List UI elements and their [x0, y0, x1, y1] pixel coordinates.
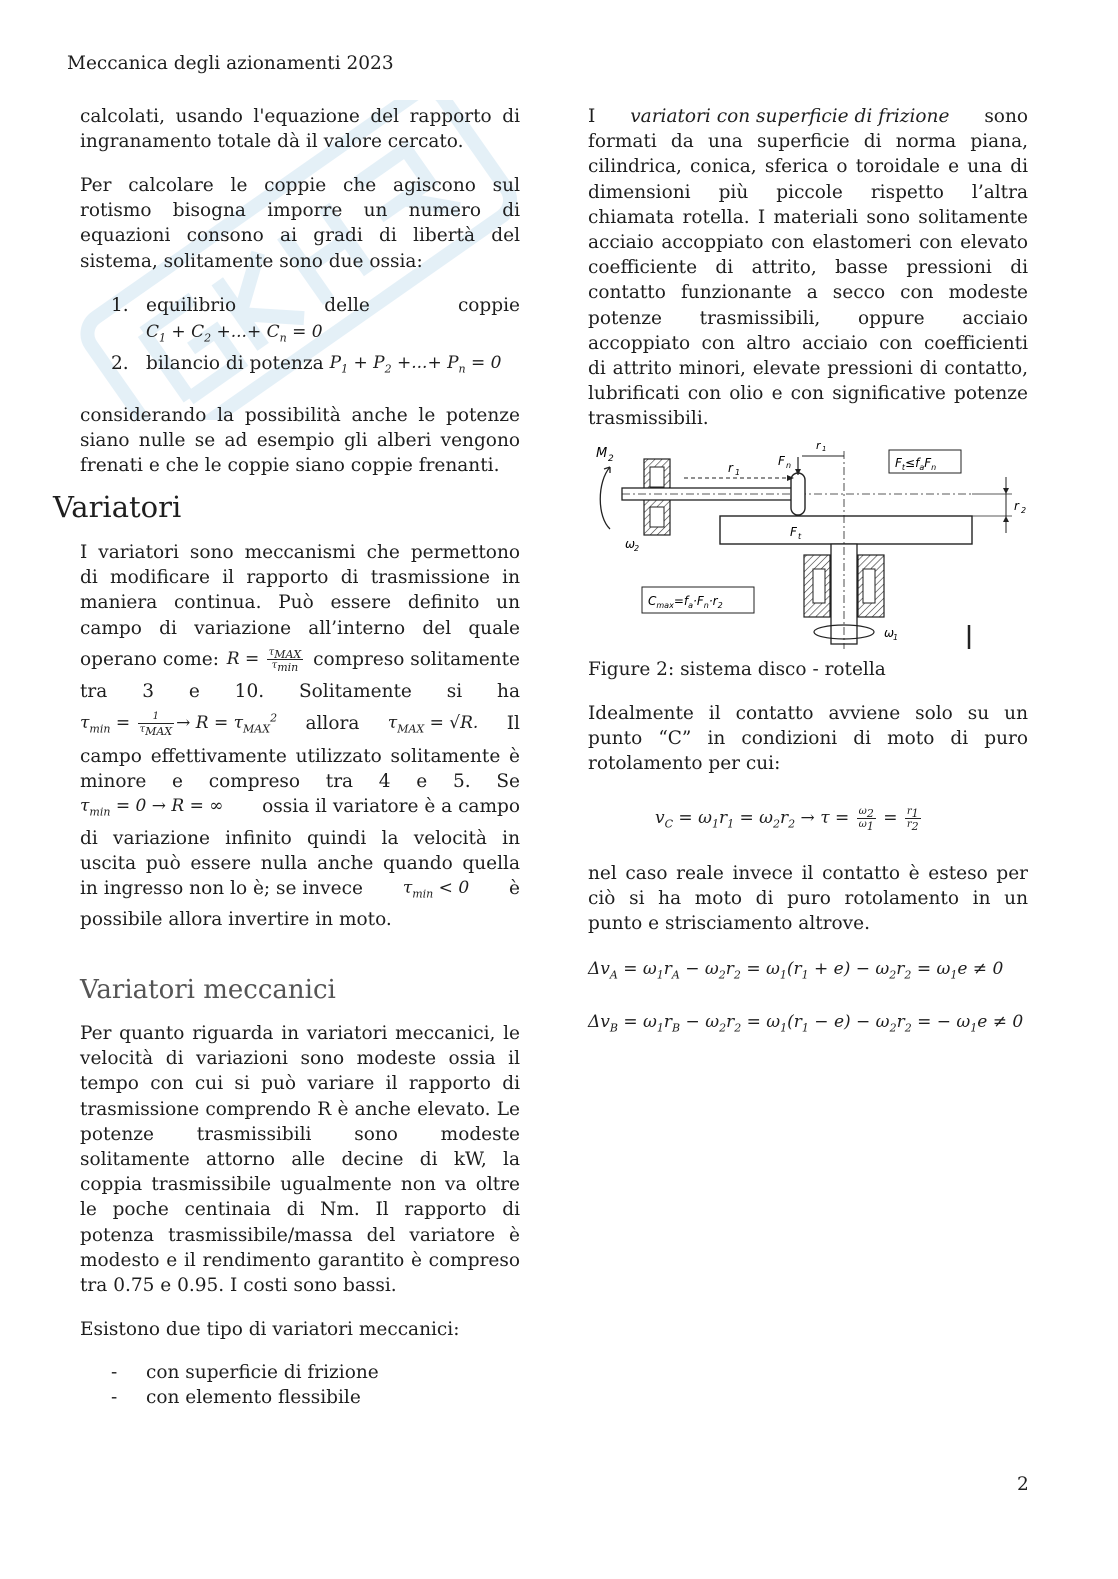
equation-campo: R = $\frac{\tau_{MAX}}{\tau_{min}}$	[226, 647, 302, 675]
equation-coppie: $C_1 + C_2$ +...+ $C_n = 0$	[146, 322, 323, 345]
equation-rotolamento: $v_C = \omega_1r_1 = \omega_2r_2 \to \tau$ = $\frac{\omega_2}{\omega_1}$ = $\frac{r_1}{r_2}$	[655, 806, 919, 833]
label-m2: M	[596, 446, 608, 461]
paragraph-frizione: I variatori con superficie di frizione sono formati da una superficie di norma piana, cilindrica, conica, sferica o toroidale e una di dimensioni più piccole rispetto l’altra chiamata rotella. I materiali sono solitamente acciaio accoppiato con elastomeri con elevato coefficiente di attrito, basse pressioni di contatto funzionante a secco con modeste potenze trasmissibili, oppure acciaio accoppiato con altro acciaio con coefficienti di attrito minori, elevate pressioni di contatto, lubrificati con olio e con significative potenze trasmissibili.	[588, 106, 1028, 430]
figure-caption: Figure 2: sistema disco - rotella	[588, 659, 886, 680]
svg-text:n: n	[786, 461, 792, 470]
paragraph-caso-reale: nel caso reale invece il contatto è esteso per ciò si ha moto di puro rotolamento in un punto e strisciamento altrove.	[588, 863, 1028, 935]
bullet-list	[111, 1360, 379, 1410]
label-w2: ω	[625, 537, 636, 551]
svg-text:2: 2	[608, 454, 614, 464]
label-w1: ω	[884, 626, 895, 640]
heading-variatori-meccanici: Variatori meccanici	[80, 975, 336, 1005]
svg-text:1: 1	[735, 468, 741, 477]
equation-tau-negative: $\tau_{min} < 0$	[402, 878, 470, 901]
label-r1: r	[728, 461, 733, 475]
paragraph-intro: calcolati, usando l'equazione del rapporto di ingranamento totale dà il valore cercato.	[80, 106, 520, 153]
disk	[720, 516, 972, 544]
equation-tau-max: $\tau_{MAX} = √R$.	[387, 713, 479, 736]
torque-arrow-m2	[600, 467, 610, 529]
svg-text:1: 1	[893, 633, 899, 642]
page-number: 2	[1017, 1474, 1029, 1495]
paragraph-potenze: considerando la possibilità anche le potenze siano nulle se ad esempio gli alberi vengono frenati e che le coppie siano coppie frenanti.	[80, 405, 520, 477]
label-fn: F	[778, 454, 785, 468]
svg-text:2: 2	[634, 544, 640, 553]
equation-tau-zero: $\tau_{min} = 0 \to R$ = ∞	[80, 796, 224, 819]
heading-variatori: Variatori	[53, 490, 182, 524]
paragraph-tipi: Esistono due tipo di variatori meccanici:	[80, 1319, 460, 1340]
svg-text:Cmax=fa·Fn·r2: $C_{max}=f_a\cdot F_n\cdot r_2$	[648, 594, 723, 610]
equation-potenza: $P_1 + P_2$ +...+ $P_n = 0$	[329, 353, 502, 376]
label-r-top: r	[816, 439, 821, 452]
svg-text:1: 1	[822, 445, 827, 453]
paragraph-meccanici: Per quanto riguarda in variatori meccanici, le velocità di variazioni sono modeste ossia il tempo con cui si può variare il rapporto di trasmissione comprendo R è anche elevato. Le potenze trasmissibili sono modeste solitamente attorno alle decine di kW, la coppia trasmissibile ugualmente non va oltre le poche centinaia di Nm. Il rapporto di potenza trasmissibile/massa del variatore è modesto e il rendimento garantito è compreso tra 0.75 e 0.95. I costi sono bassi.	[80, 1023, 520, 1297]
disk-roller-diagram	[592, 437, 1032, 653]
page-header: Meccanica degli azionamenti 2023	[67, 53, 394, 74]
paragraph-idealmente: Idealmente il contatto avviene solo su un punto “C” in condizioni di moto di puro rotolamento per cui:	[588, 703, 1028, 775]
label-r2: r	[1014, 499, 1019, 513]
equation-delta-va: $\Delta v_A = \omega_1r_A - \omega_2r_2 = \omega_1(r_1 + e) - \omega_2r_2 = \omega_1e \ne 0$	[588, 959, 1004, 982]
svg-text:t: t	[798, 532, 802, 541]
equation-delta-vb: $\Delta v_B = \omega_1r_B - \omega_2r_2 = \omega_1(r_1 - e) - \omega_2r_2$ = − $\omega_1e \ne 0$	[588, 1012, 1024, 1035]
svg-text:2: 2	[1021, 506, 1027, 515]
roller	[791, 473, 805, 515]
svg-text:Ft≤faFn: $F_t\le f_aF_n$	[895, 456, 937, 472]
numbered-list: 1. equilibrio delle coppie $C_1 + C_2$ +...+ $C_n = 0$ 2. bilancio di potenza $P_1 + P_2$ +...+ $P_n = 0$	[111, 295, 520, 376]
paragraph-coppie: Per calcolare le coppie che agiscono sul rotismo bisogna imporre un numero di equazioni consono ai gradi di libertà del sistema, solitamente sono due ossia:	[80, 175, 520, 272]
list-item: - con superficie di frizione	[111, 1362, 379, 1383]
label-ft: F	[790, 525, 797, 539]
equation-tau-min: $\tau_{min}$ = $\frac{1}{\tau_{MAX}}$ → $R = \tau_{MAX}^2$	[80, 711, 278, 739]
list-item: - con elemento flessibile	[111, 1387, 361, 1409]
paragraph-variatori: I variatori sono meccanismi che permettono di modificare il rapporto di trasmissione in maniera continua. Può essere definito un campo di variazione all’interno del quale operano come: R = $\frac{\tau_{MAX}}{\tau_{min}}$ compreso solitamente tra 3 e 10. Solitamente si ha $\tau_{min}$ = $\frac{1}{\tau_{MAX}}$ → $R = \tau_{MAX}^2$ allora $\tau_{MAX} = √R$. Il campo effettivamente utilizzato solitamente è minore e compreso tra 4 e 5. Se $\tau_{min} = 0 \to R$ = ∞ ossia il variatore è a campo di variazione infinito quindi la velocità in uscita può essere nulla anche quando quella in ingresso non lo è; se invece $\tau_{min} < 0$ è possibile allora invertire in moto.	[80, 542, 520, 931]
